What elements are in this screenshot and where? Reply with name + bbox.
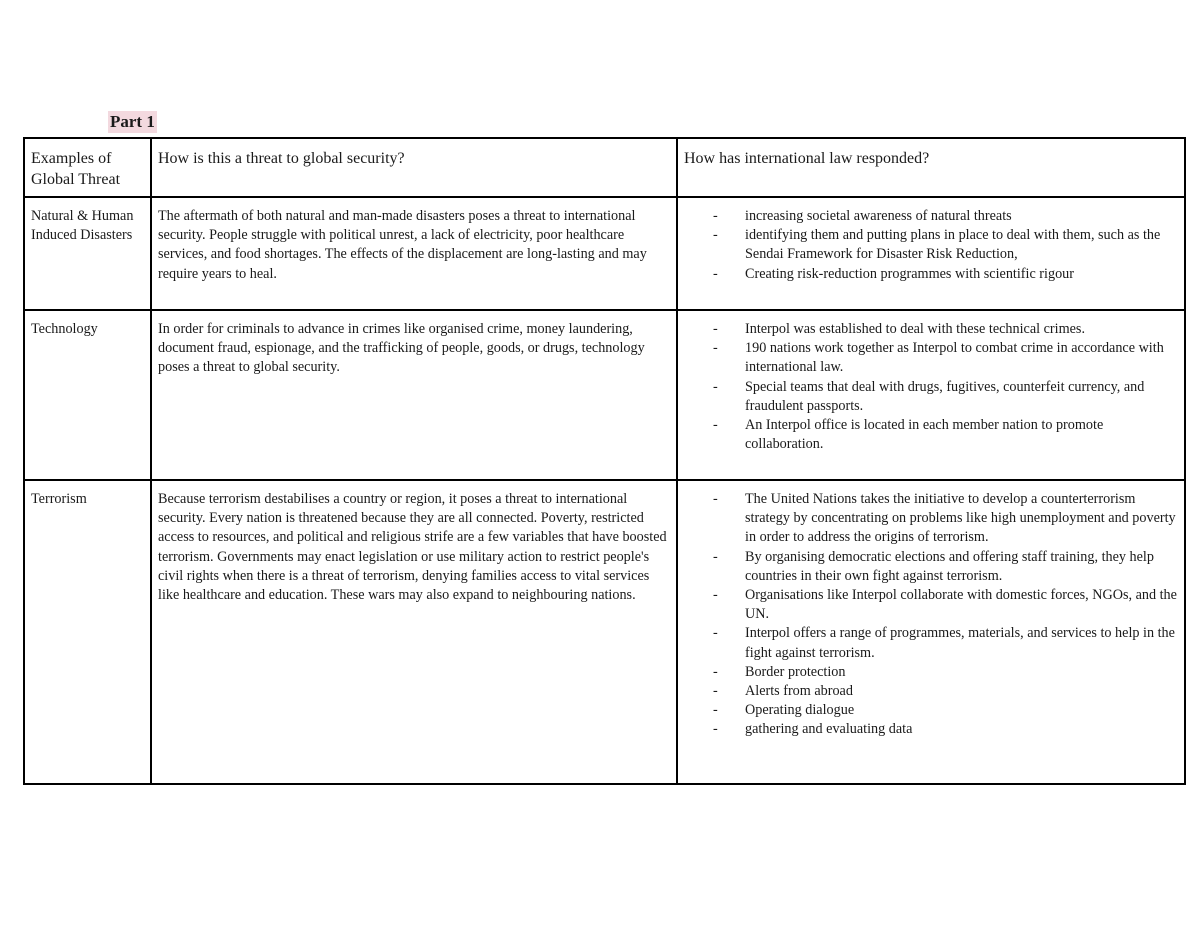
bullet-dash: - xyxy=(713,340,718,357)
list-item xyxy=(713,378,1178,416)
list-item xyxy=(713,339,1178,377)
header-response: How has international law responded? xyxy=(677,138,1185,197)
example-cell: Technology xyxy=(24,310,151,480)
bullet-dash: - xyxy=(713,625,718,642)
bullet-dash: - xyxy=(713,491,718,507)
list-item xyxy=(713,624,1178,662)
response-list xyxy=(684,490,1178,740)
list-item-text: Creating risk-reduction programmes with scientific rigour xyxy=(745,265,1074,282)
bullet-dash: - xyxy=(713,321,718,337)
threat-cell: Because terrorism destabilises a country or region, it poses a threat to international security. Every nation is threatened because they are all connected. Poverty, restricted access to resources, and political and religious strife are a few variables that have boosted terrorism. Governments may enact legislation or use military action to restrict people's civil rights when there is a threat of terrorism, denying families access to vital services like healthcare and education. These wars may also expand to neighbouring nations. xyxy=(151,480,677,784)
example-cell: Terrorism xyxy=(24,480,151,784)
bullet-dash: - xyxy=(713,378,718,395)
list-item xyxy=(713,720,1178,739)
bullet-dash: - xyxy=(713,548,718,565)
list-item-text: By organising democratic elections and offering staff training, they help countries in their own fight against terrorism. xyxy=(745,548,1154,584)
list-item xyxy=(713,207,1178,226)
bullet-dash: - xyxy=(713,265,718,282)
table-row xyxy=(24,197,1185,310)
list-item-text: Special teams that deal with drugs, fugitives, counterfeit currency, and fraudulent passports. xyxy=(745,378,1145,414)
list-item-text: Interpol was established to deal with these technical crimes. xyxy=(745,321,1085,337)
bullet-dash: - xyxy=(713,227,718,244)
list-item-text: increasing societal awareness of natural threats xyxy=(745,208,1012,224)
bullet-dash: - xyxy=(713,663,718,680)
list-item xyxy=(713,416,1178,454)
response-cell xyxy=(677,310,1185,480)
part-heading: Part 1 xyxy=(110,112,155,131)
global-threat-table xyxy=(23,137,1186,785)
list-item xyxy=(713,682,1178,701)
list-item xyxy=(713,548,1178,586)
bullet-dash: - xyxy=(713,208,718,224)
list-item xyxy=(713,226,1178,264)
list-item-text: The United Nations takes the initiative to develop a counterterrorism strategy by concentrating on problems like high unemployment and poverty in order to address the origins of terrorism. xyxy=(745,491,1176,546)
threat-cell: The aftermath of both natural and man-made disasters poses a threat to international security. People struggle with political unrest, a lack of electricity, poor healthcare services, and food shortages. The effects of the displacement are long-lasting and may require years to heal. xyxy=(151,197,677,310)
bullet-dash: - xyxy=(713,721,718,738)
table-header-row xyxy=(24,138,1185,197)
response-cell xyxy=(677,197,1185,310)
list-item-text: Interpol offers a range of programmes, materials, and services to help in the fight against terrorism. xyxy=(745,625,1175,661)
header-examples: Examples of Global Threat xyxy=(24,138,151,197)
list-item-text: Border protection xyxy=(745,663,846,680)
list-item xyxy=(713,320,1178,339)
list-item-text: 190 nations work together as Interpol to combat crime in accordance with international law. xyxy=(745,340,1164,376)
table-row xyxy=(24,480,1185,784)
list-item-text: An Interpol office is located in each member nation to promote collaboration. xyxy=(745,417,1104,453)
list-item-text: identifying them and putting plans in place to deal with them, such as the Sendai Framework for Disaster Risk Reduction, xyxy=(745,227,1161,263)
list-item-text: Organisations like Interpol collaborate with domestic forces, NGOs, and the UN. xyxy=(745,587,1177,623)
bullet-dash: - xyxy=(713,417,718,434)
list-item xyxy=(713,701,1178,720)
list-item-text: gathering and evaluating data xyxy=(745,721,913,738)
table-row xyxy=(24,310,1185,480)
list-item xyxy=(713,490,1178,548)
list-item-text: Alerts from abroad xyxy=(745,683,853,700)
response-list xyxy=(684,320,1178,454)
list-item-text: Operating dialogue xyxy=(745,702,855,719)
list-item xyxy=(713,586,1178,624)
bullet-dash: - xyxy=(713,702,718,719)
header-threat: How is this a threat to global security? xyxy=(151,138,677,197)
response-list xyxy=(684,207,1178,284)
bullet-dash: - xyxy=(713,683,718,700)
response-cell xyxy=(677,480,1185,784)
example-cell: Natural & Human Induced Disasters xyxy=(24,197,151,310)
threat-cell: In order for criminals to advance in crimes like organised crime, money laundering, document fraud, espionage, and the trafficking of people, goods, or drugs, technology poses a threat to global security. xyxy=(151,310,677,480)
bullet-dash: - xyxy=(713,587,718,604)
list-item xyxy=(713,663,1178,682)
list-item xyxy=(713,265,1178,284)
